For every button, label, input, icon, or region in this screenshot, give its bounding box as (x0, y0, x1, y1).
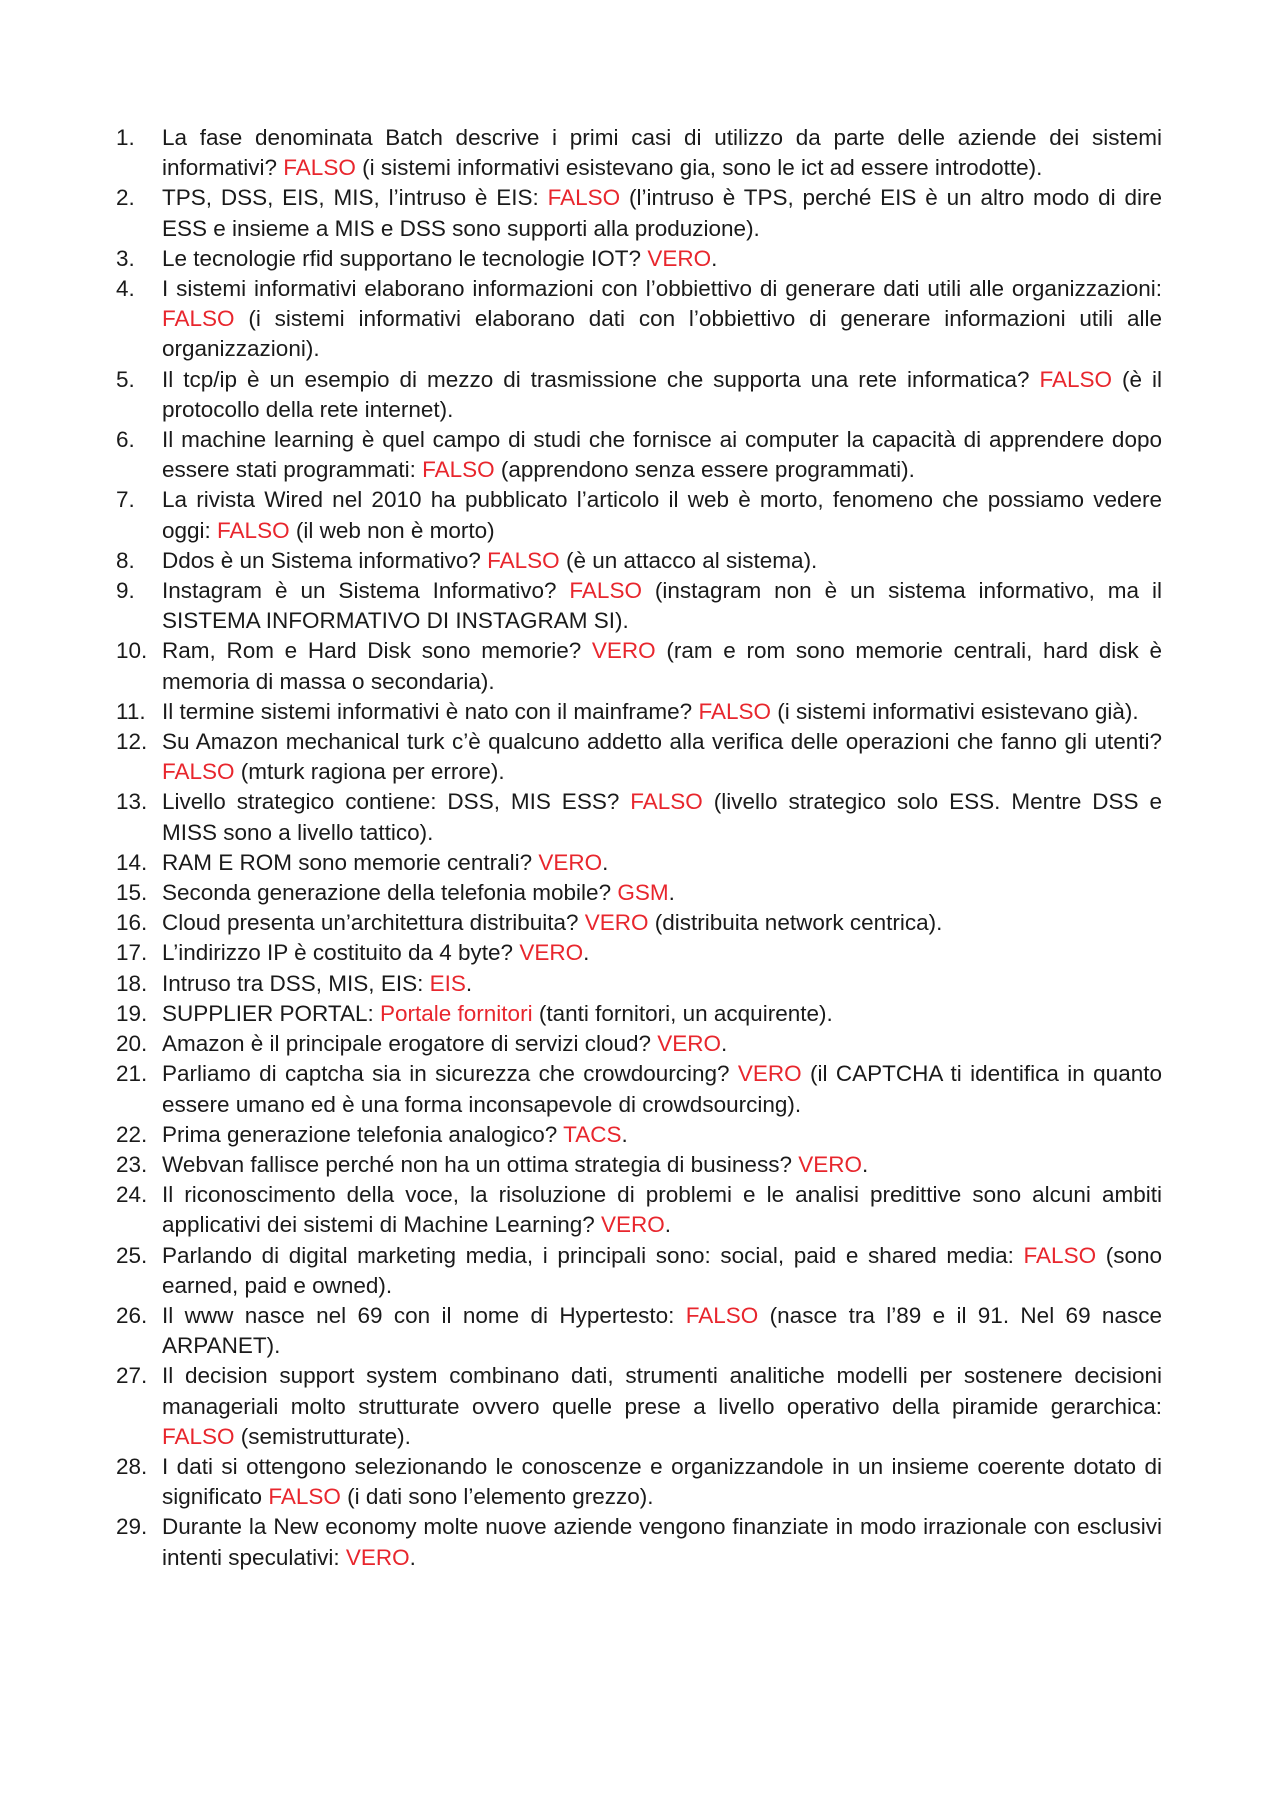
answer-text: VERO (647, 245, 712, 271)
list-item (116, 969, 1162, 999)
question-text: La rivista Wired nel 2010 ha pubblicato l’articolo il web è morto, fenomeno che possiamo vedere oggi: (162, 487, 1162, 543)
question-text: Durante la New economy molte nuove aziende vengono finanziate in modo irrazionale con esclusivi intenti speculativi: (162, 1514, 1162, 1570)
item-number: 29. (116, 1514, 148, 1540)
question-text: Seconda generazione della telefonia mobile? (162, 880, 618, 906)
item-number: 6. (116, 427, 135, 453)
item-number: 17. (116, 940, 148, 966)
answer-text: FALSO (569, 578, 642, 604)
answer-note: . (721, 1031, 728, 1057)
answer-note: . (465, 970, 473, 996)
item-number: 22. (116, 1121, 148, 1147)
item-number: 3. (116, 245, 135, 271)
list-item (116, 1452, 1162, 1512)
answer-note: . (409, 1544, 416, 1570)
item-number: 28. (116, 1453, 148, 1479)
answer-text: VERO (737, 1061, 802, 1087)
item-number: 21. (116, 1061, 148, 1087)
answer-note: (è un attacco al sistema). (559, 547, 818, 573)
item-number: 1. (116, 125, 135, 150)
answer-note: . (621, 1121, 628, 1147)
list-item (116, 1180, 1162, 1240)
list-item (116, 123, 1162, 183)
answer-text: VERO (798, 1151, 862, 1177)
question-text: La fase denominata Batch descrive i primi casi di utilizzo da parte delle aziende dei sistemi informativi? (162, 125, 1162, 181)
list-item (116, 1361, 1162, 1452)
list-item (116, 1150, 1162, 1180)
answer-note: (sono earned, paid e owned). (162, 1242, 1162, 1298)
list-item (116, 727, 1162, 787)
answer-text: FALSO (162, 306, 235, 332)
list-item (116, 1512, 1162, 1572)
question-text: Il riconoscimento della voce, la risoluzione di problemi e le analisi predittive sono alcuni ambiti applicativi dei sistemi di Machine Learning? (162, 1182, 1162, 1238)
answer-note: (livello strategico solo ESS. Mentre DSS e MISS sono a livello tattico). (162, 789, 1162, 845)
answer-text: VERO (657, 1031, 722, 1057)
item-number: 25. (116, 1242, 148, 1268)
item-number: 18. (116, 970, 148, 996)
answer-note: . (602, 849, 609, 875)
question-text: Livello strategico contiene: DSS, MIS ESS? (162, 789, 631, 815)
answer-text: VERO (538, 849, 603, 875)
list-item (116, 1029, 1162, 1059)
item-number: 5. (116, 366, 135, 392)
question-text: Webvan fallisce perché non ha un ottima strategia di business? (162, 1151, 799, 1177)
answer-text: FALSO (217, 517, 290, 543)
list-item (116, 878, 1162, 908)
answer-text: FALSO (698, 698, 771, 724)
answer-note: . (664, 1212, 672, 1238)
list-item (116, 697, 1162, 727)
list-item (116, 546, 1162, 576)
question-text: Il tcp/ip è un esempio di mezzo di trasmissione che supporta una rete informatica? (162, 366, 1040, 392)
question-text: Parlando di digital marketing media, i principali sono: social, paid e shared media: (162, 1242, 1024, 1268)
item-number: 20. (116, 1031, 148, 1057)
question-text: Su Amazon mechanical turk c’è qualcuno addetto alla verifica delle operazioni che fanno gli utenti? (162, 729, 1162, 755)
answer-text: TACS (563, 1121, 622, 1147)
list-item (116, 1241, 1162, 1301)
question-text: Prima generazione telefonia analogico? (162, 1121, 564, 1147)
answer-note: . (583, 940, 590, 966)
answer-text: GSM (617, 880, 669, 906)
answer-note: (l’intruso è TPS, perché EIS è un altro modo di dire ESS e insieme a MIS e DSS sono supporti alla produzione). (162, 185, 1162, 241)
list-item (116, 365, 1162, 425)
item-number: 16. (116, 910, 148, 936)
list-item (116, 999, 1162, 1029)
question-text: RAM E ROM sono memorie centrali? (162, 849, 539, 875)
answer-text: FALSO (268, 1484, 341, 1510)
answer-text: FALSO (283, 155, 356, 181)
answer-text: VERO (600, 1212, 665, 1238)
answer-text: VERO (584, 910, 649, 936)
item-number: 10. (116, 638, 148, 664)
answer-note: (nasce tra l’89 e il 91. Nel 69 nasce ARPANET). (162, 1302, 1162, 1359)
answer-note: (i sistemi informativi elaborano dati con l’obbiettivo di generare informazioni utili alle organizzazioni). (162, 306, 1162, 362)
answer-note: (mturk ragiona per errore). (234, 759, 505, 785)
list-item (116, 908, 1162, 938)
question-text: Il machine learning è quel campo di studi che fornisce ai computer la capacità di apprendere dopo essere stati programmati: (162, 427, 1162, 483)
question-text: I sistemi informativi elaborano informazioni con l’obbiettivo di generare dati utili alle organizzazioni: (162, 276, 1162, 302)
question-text: Il www nasce nel 69 con il nome di Hypertesto: (162, 1302, 686, 1328)
answer-note: (è il protocollo della rete internet). (162, 366, 1162, 422)
list-item (116, 183, 1162, 243)
list-item (116, 787, 1162, 847)
answer-text: FALSO (422, 457, 495, 483)
answer-note: . (668, 880, 675, 906)
question-text: Ddos è un Sistema informativo? (162, 547, 488, 573)
answer-note: (tanti fornitori, un acquirente). (532, 1000, 833, 1026)
answer-text: FALSO (685, 1302, 759, 1328)
answer-note: (i dati sono l’elemento grezzo). (340, 1484, 654, 1510)
question-text: SUPPLIER PORTAL: (162, 1000, 380, 1026)
answer-note: . (711, 245, 718, 271)
list-item (116, 636, 1162, 696)
item-number: 2. (116, 185, 135, 211)
answer-text: VERO (345, 1544, 410, 1570)
question-text: I dati si ottengono selezionando le conoscenze e organizzandole in un insieme coerente dotato di significato (162, 1453, 1162, 1510)
answer-note: (ram e rom sono memorie centrali, hard disk è memoria di massa o secondaria). (162, 638, 1162, 694)
answer-note: (il web non è morto) (289, 517, 495, 543)
list-item (116, 274, 1162, 365)
answer-text: FALSO (162, 1423, 235, 1449)
list-item (116, 1120, 1162, 1150)
item-number: 11. (116, 698, 146, 724)
list-item (116, 848, 1162, 878)
answer-text: FALSO (487, 547, 560, 573)
question-text: Il termine sistemi informativi è nato con il mainframe? (162, 698, 699, 724)
item-number: 15. (116, 880, 148, 906)
question-text: TPS, DSS, EIS, MIS, l’intruso è EIS: (162, 185, 548, 211)
answer-text: FALSO (547, 185, 621, 211)
answer-text: VERO (519, 940, 584, 966)
answer-note: (semistrutturate). (234, 1423, 411, 1449)
answer-note: . (861, 1151, 869, 1177)
list-item (116, 485, 1162, 545)
item-number: 7. (116, 487, 135, 513)
answer-note: (apprendono senza essere programmati). (494, 457, 915, 483)
question-text: Ram, Rom e Hard Disk sono memorie? (162, 638, 592, 664)
item-number: 19. (116, 1000, 148, 1026)
answer-text: FALSO (162, 759, 235, 785)
answer-note: (il CAPTCHA ti identifica in quanto essere umano ed è una forma inconsapevole di crowdsourcing). (162, 1061, 1162, 1117)
list-item (116, 1301, 1162, 1361)
item-number: 13. (116, 789, 148, 815)
question-list (116, 123, 1162, 1573)
answer-text: VERO (591, 638, 656, 664)
answer-text: FALSO (1023, 1242, 1097, 1268)
answer-text: FALSO (630, 789, 703, 815)
answer-note: (i sistemi informativi esistevano gia, sono le ict ad essere introdotte). (355, 155, 1043, 181)
item-number: 9. (116, 578, 135, 604)
list-item (116, 1059, 1162, 1119)
question-text: Instagram è un Sistema Informativo? (162, 578, 570, 604)
item-number: 8. (116, 547, 135, 573)
item-number: 14. (116, 849, 148, 875)
item-number: 26. (116, 1302, 148, 1328)
item-number: 4. (116, 276, 135, 302)
question-text: Le tecnologie rfid supportano le tecnologie IOT? (162, 245, 648, 271)
list-item (116, 244, 1162, 274)
answer-text: EIS (429, 970, 466, 996)
item-number: 12. (116, 729, 148, 755)
item-number: 27. (116, 1363, 148, 1389)
answer-note: (instagram non è un sistema informativo, ma il SISTEMA INFORMATIVO DI INSTAGRAM SI). (162, 578, 1163, 634)
question-text: Amazon è il principale erogatore di servizi cloud? (162, 1031, 658, 1057)
item-number: 23. (116, 1151, 148, 1177)
answer-text: Portale fornitori (380, 1000, 533, 1026)
question-text: Cloud presenta un’architettura distribuita? (162, 910, 585, 936)
answer-text: FALSO (1039, 366, 1113, 392)
question-text: Parliamo di captcha sia in sicurezza che crowdourcing? (162, 1061, 738, 1087)
item-number: 24. (116, 1182, 148, 1208)
question-text: Il decision support system combinano dati, strumenti analitiche modelli per sostenere decisioni manageriali molto strutturate ovvero quelle prese a livello operativo della piramide gerarchica: (162, 1363, 1162, 1419)
list-item (116, 425, 1162, 485)
answer-note: (distribuita network centrica). (648, 910, 943, 936)
question-text: L’indirizzo IP è costituito da 4 byte? (162, 940, 520, 966)
answer-note: (i sistemi informativi esistevano già). (771, 698, 1139, 724)
list-item (116, 938, 1162, 968)
list-item (116, 576, 1162, 636)
question-text: Intruso tra DSS, MIS, EIS: (162, 970, 430, 996)
